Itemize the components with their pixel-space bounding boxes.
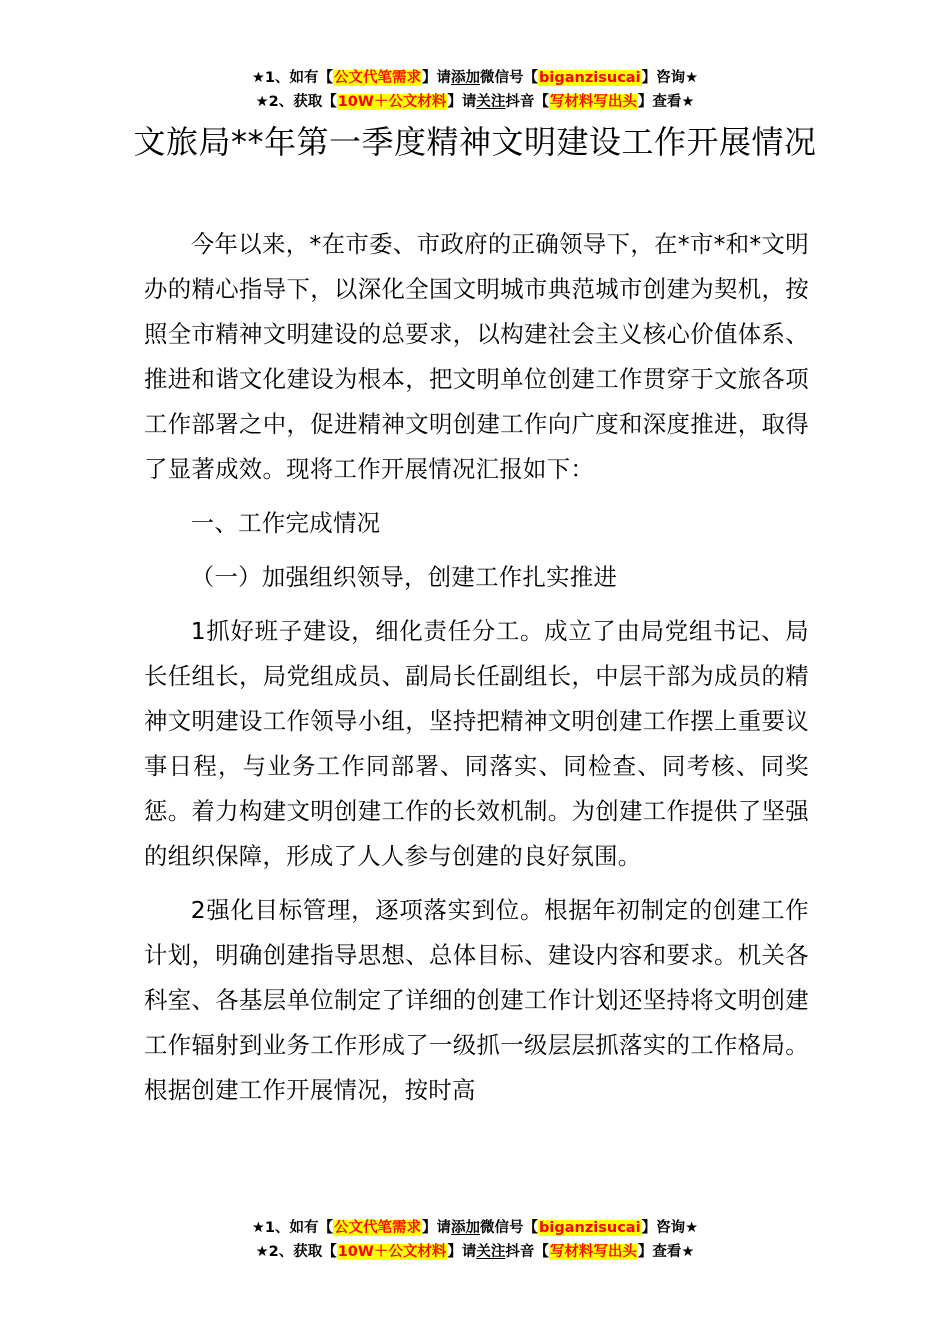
promo-text: 抖音【 bbox=[505, 1244, 549, 1260]
promo-text: 】咨询★ bbox=[641, 1220, 699, 1236]
promo-text: 】请 bbox=[422, 1220, 452, 1236]
promo-text: 】查看★ bbox=[637, 94, 695, 110]
promo-banner-bottom bbox=[0, 1216, 950, 1264]
promo-text: 】请 bbox=[447, 1244, 477, 1260]
paragraph-item-2: 2强化目标管理，逐项落实到位。根据年初制定的创建工作计划，明确创建指导思想、总体目标、建设内容和要求。机关各科室、各基层单位制定了详细的创建工作计划还坚持将文明创建工作辐射到业务工作形成了一级抓一级层层抓落实的工作格局。根据创建工作开展情况，按时高 bbox=[144, 896, 809, 1104]
promo-text: ★1、如有【 bbox=[251, 70, 334, 86]
promo-text: 抖音【 bbox=[505, 94, 549, 110]
promo-banner-top bbox=[0, 66, 950, 114]
promo-line-2 bbox=[0, 90, 950, 114]
document-title: 文旅局**年第一季度精神文明建设工作开展情况 bbox=[133, 123, 817, 161]
promo-underlined: 添加 bbox=[451, 70, 481, 86]
paragraph-intro: 今年以来，*在市委、市政府的正确领导下，在*市*和*文明办的精心指导下，以深化全国文明城市典范城市创建为契机，按照全市精神文明建设的总要求，以构建社会主义核心价值体系、推进和谐文化建设为根本，把文明单位创建工作贯穿于文旅各项工作部署之中，促进精神文明创建工作向广度和深度推进，取得了显著成效。现将工作开展情况汇报如下： bbox=[144, 230, 809, 483]
promo-underlined: 添加 bbox=[451, 1220, 481, 1236]
promo-text: 微信号【 bbox=[480, 70, 539, 86]
promo-text: ★2、获取【 bbox=[255, 1244, 337, 1260]
promo-highlight: 公文代笔需求 bbox=[334, 1220, 422, 1236]
promo-highlight: 10W＋公文材料 bbox=[337, 94, 447, 110]
promo-underlined: 关注 bbox=[476, 94, 506, 110]
promo-wechat-id: biganzisucai bbox=[539, 70, 641, 86]
promo-text: ★2、获取【 bbox=[255, 94, 337, 110]
promo-text: 】请 bbox=[422, 70, 452, 86]
paragraph-item-1: 1抓好班子建设，细化责任分工。成立了由局党组书记、局长任组长，局党组成员、副局长任副组长，中层干部为成员的精神文明建设工作领导小组，坚持把精神文明创建工作摆上重要议事日程，与业务工作同部署、同落实、同检查、同考核、同奖惩。着力构建文明创建工作的长效机制。为创建工作提供了坚强的组织保障，形成了人人参与创建的良好氛围。 bbox=[144, 617, 809, 870]
promo-douyin-account: 写材料写出头 bbox=[549, 94, 637, 110]
promo-highlight: 公文代笔需求 bbox=[334, 70, 422, 86]
promo-text: 微信号【 bbox=[480, 1220, 539, 1236]
promo-douyin-account: 写材料写出头 bbox=[549, 1244, 637, 1260]
promo-wechat-id: biganzisucai bbox=[539, 1220, 641, 1236]
heading-subsection-1: （一）加强组织领导，创建工作扎实推进 bbox=[190, 563, 618, 591]
promo-text: 】查看★ bbox=[637, 1244, 695, 1260]
promo-text: 】请 bbox=[447, 94, 477, 110]
promo-line-1 bbox=[0, 1216, 950, 1240]
document-body bbox=[144, 222, 809, 1122]
promo-underlined: 关注 bbox=[476, 1244, 506, 1260]
promo-highlight: 10W＋公文材料 bbox=[337, 1244, 447, 1260]
promo-text: 】咨询★ bbox=[641, 70, 699, 86]
heading-section-1: 一、工作完成情况 bbox=[190, 509, 381, 537]
promo-line-2 bbox=[0, 1240, 950, 1264]
promo-line-1 bbox=[0, 66, 950, 90]
promo-text: ★1、如有【 bbox=[251, 1220, 334, 1236]
